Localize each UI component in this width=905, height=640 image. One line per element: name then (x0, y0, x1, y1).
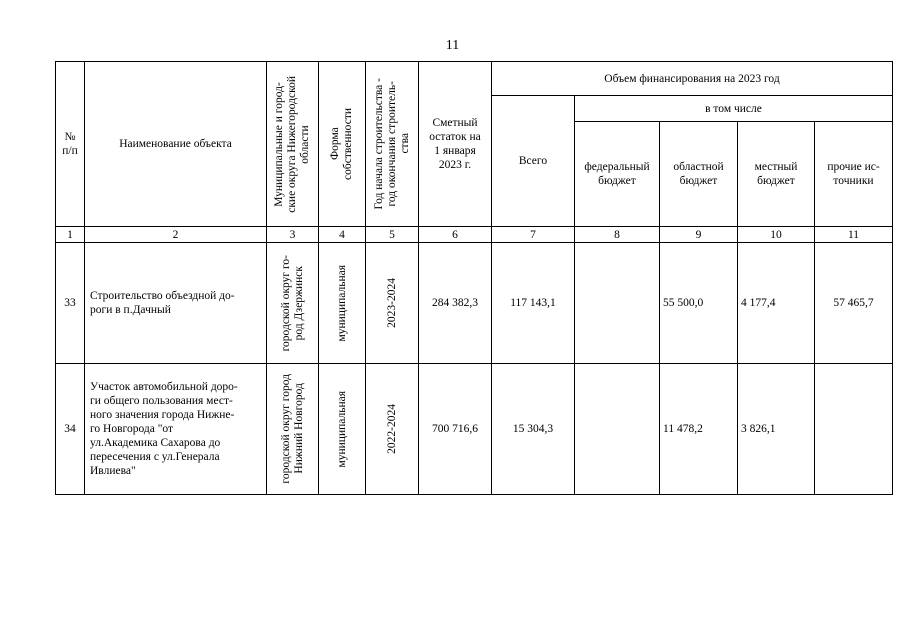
funding-other (815, 364, 893, 495)
column-number: 1 (56, 227, 85, 243)
funding-federal (575, 243, 660, 364)
column-number: 4 (319, 227, 366, 243)
header-years-text: Год начала строительства - год окончания строитель- ства (372, 78, 411, 210)
header-local: местный бюджет (738, 122, 815, 227)
column-number: 5 (366, 227, 419, 243)
funding-total: 15 304,3 (492, 364, 575, 495)
ownership-cell (319, 243, 366, 364)
header-other: прочие ис- точники (815, 122, 893, 227)
ownership: муниципальная (335, 390, 348, 468)
column-number: 7 (492, 227, 575, 243)
header-ownership-text: Форма собственности (329, 108, 354, 180)
funding-regional: 55 500,0 (660, 243, 738, 364)
construction-years: 2023-2024 (385, 278, 398, 328)
table-row (56, 364, 893, 495)
funding-federal (575, 364, 660, 495)
funding-local: 3 826,1 (738, 364, 815, 495)
header-including: в том числе (575, 96, 893, 122)
row-number: 33 (56, 243, 85, 364)
years-cell (366, 364, 419, 495)
header-federal: федеральный бюджет (575, 122, 660, 227)
column-number: 9 (660, 227, 738, 243)
estimated-balance: 700 716,6 (419, 364, 492, 495)
object-name: Участок автомобильной доро- ги общего пользования мест- ного значения города Нижне- го Новгорода "от ул.Академика Сахарова до пересечения с ул.Генерала Ивлиева" (85, 364, 267, 495)
ownership: муниципальная (335, 264, 348, 342)
row-number: 34 (56, 364, 85, 495)
municipality: городской округ го- род Дзержинск (279, 254, 305, 352)
municipality: городской округ город Нижний Новгород (279, 374, 305, 484)
header-years (366, 62, 419, 227)
funding-regional: 11 478,2 (660, 364, 738, 495)
municipality-cell (267, 364, 319, 495)
years-cell (366, 243, 419, 364)
column-number: 2 (85, 227, 267, 243)
column-number: 6 (419, 227, 492, 243)
funding-total: 117 143,1 (492, 243, 575, 364)
object-name: Строительство объездной до- роги в п.Дачный (85, 243, 267, 364)
page-number: 11 (445, 38, 460, 53)
column-number: 3 (267, 227, 319, 243)
header-estimated-balance: Сметный остаток на 1 января 2023 г. (419, 62, 492, 227)
header-municipality-text: Муниципальные и город- ские округа Нижегородской области (273, 75, 311, 213)
column-number: 10 (738, 227, 815, 243)
financing-table (55, 61, 893, 495)
funding-local: 4 177,4 (738, 243, 815, 364)
header-ownership (319, 62, 366, 227)
column-number-row (56, 227, 893, 243)
column-number: 8 (575, 227, 660, 243)
construction-years: 2022-2024 (385, 404, 398, 454)
funding-other: 57 465,7 (815, 243, 893, 364)
header-row-number: № п/п (56, 62, 85, 227)
column-number: 11 (815, 227, 893, 243)
header-funding-title: Объем финансирования на 2023 год (492, 62, 893, 96)
header-municipality (267, 62, 319, 227)
estimated-balance: 284 382,3 (419, 243, 492, 364)
header-object-name: Наименование объекта (85, 62, 267, 227)
header-regional: областной бюджет (660, 122, 738, 227)
table-row (56, 243, 893, 364)
header-total: Всего (492, 96, 575, 227)
municipality-cell (267, 243, 319, 364)
ownership-cell (319, 364, 366, 495)
